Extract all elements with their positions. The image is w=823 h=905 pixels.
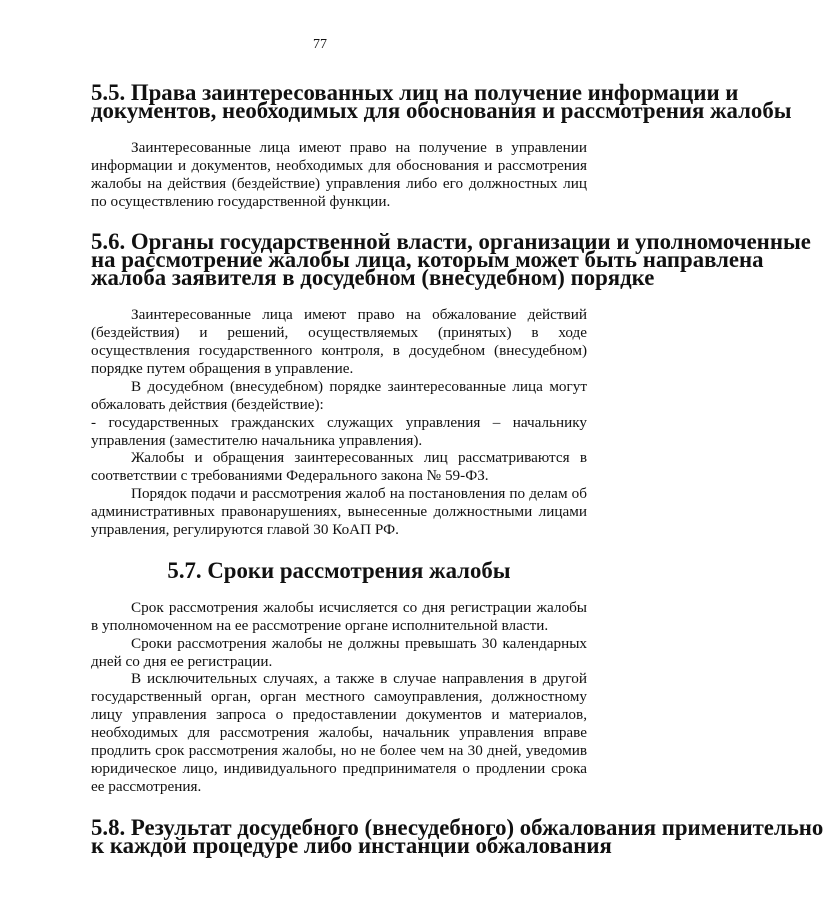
heading-line: документов, необходимых для обоснования и рассмотрения жалобы xyxy=(91,97,792,123)
list-item: - государственных гражданских служащих управления – начальнику управления (заместителю начальника управления). xyxy=(91,413,587,449)
paragraph: В досудебном (внесудебном) порядке заинтересованные лица могут обжаловать действия (бездействие): xyxy=(91,377,587,413)
section-5-5-heading xyxy=(91,80,792,123)
page-number: 77 xyxy=(313,37,327,52)
section-5-7-heading xyxy=(91,557,587,583)
heading-line: к каждой процедуре либо инстанции обжалования xyxy=(91,832,612,858)
heading-line: 5.5. Права заинтересованных лиц на получение информации и xyxy=(91,80,739,105)
heading-line: 5.7. Сроки рассмотрения жалобы xyxy=(167,557,511,583)
paragraph: Жалобы и обращения заинтересованных лиц рассматриваются в соответствии с требованиями Федерального закона № 59-ФЗ. xyxy=(91,449,587,485)
page-content xyxy=(91,80,823,858)
paragraph: Порядок подачи и рассмотрения жалоб на постановления по делам об административных правонарушениях, вынесенные должностными лицами управления, регулируются главой 30 КоАП РФ. xyxy=(91,485,587,539)
heading-line: на рассмотрение жалобы лица, которым может быть направлена xyxy=(91,247,764,273)
paragraph: Сроки рассмотрения жалобы не должны превышать 30 календарных дней со дня ее регистрации. xyxy=(91,634,587,670)
paragraph: Срок рассмотрения жалобы исчисляется со дня регистрации жалобы в уполномоченном на ее рассмотрение органе исполнительной власти. xyxy=(91,598,587,634)
heading-line: 5.6. Органы государственной власти, организации и уполномоченные xyxy=(91,229,811,255)
heading-line: жалоба заявителя в досудебном (внесудебном) порядке xyxy=(91,265,655,291)
paragraph: Заинтересованные лица имеют право на получение в управлении информации и документов, необходимых для обоснования и рассмотрения жалобы на действия (бездействие) управления либо его должностных лиц по осуществлению государственной функции. xyxy=(91,138,587,210)
section-5-6-heading xyxy=(91,229,811,291)
paragraph: В исключительных случаях, а также в случае направления в другой государственный орган, орган местного самоуправления, должностному лицу управления запроса о предоставлении документов и материалов, необходимых для рассмотрения жалобы, начальник управления вправе продлить срок рассмотрения жалобы, но не более чем на 30 дней, уведомив юридическое лицо, индивидуального предпринимателя о продлении срока ее рассмотрения. xyxy=(91,670,587,795)
heading-line: 5.8. Результат досудебного (внесудебного) обжалования применительно xyxy=(91,814,823,840)
paragraph: Заинтересованные лица имеют право на обжалование действий (бездействия) и решений, осуществляемых (принятых) в ходе осуществления государственного контроля, в досудебном (внесудебном) порядке путем обращения в управление. xyxy=(91,306,587,377)
section-5-8-heading xyxy=(91,814,823,858)
